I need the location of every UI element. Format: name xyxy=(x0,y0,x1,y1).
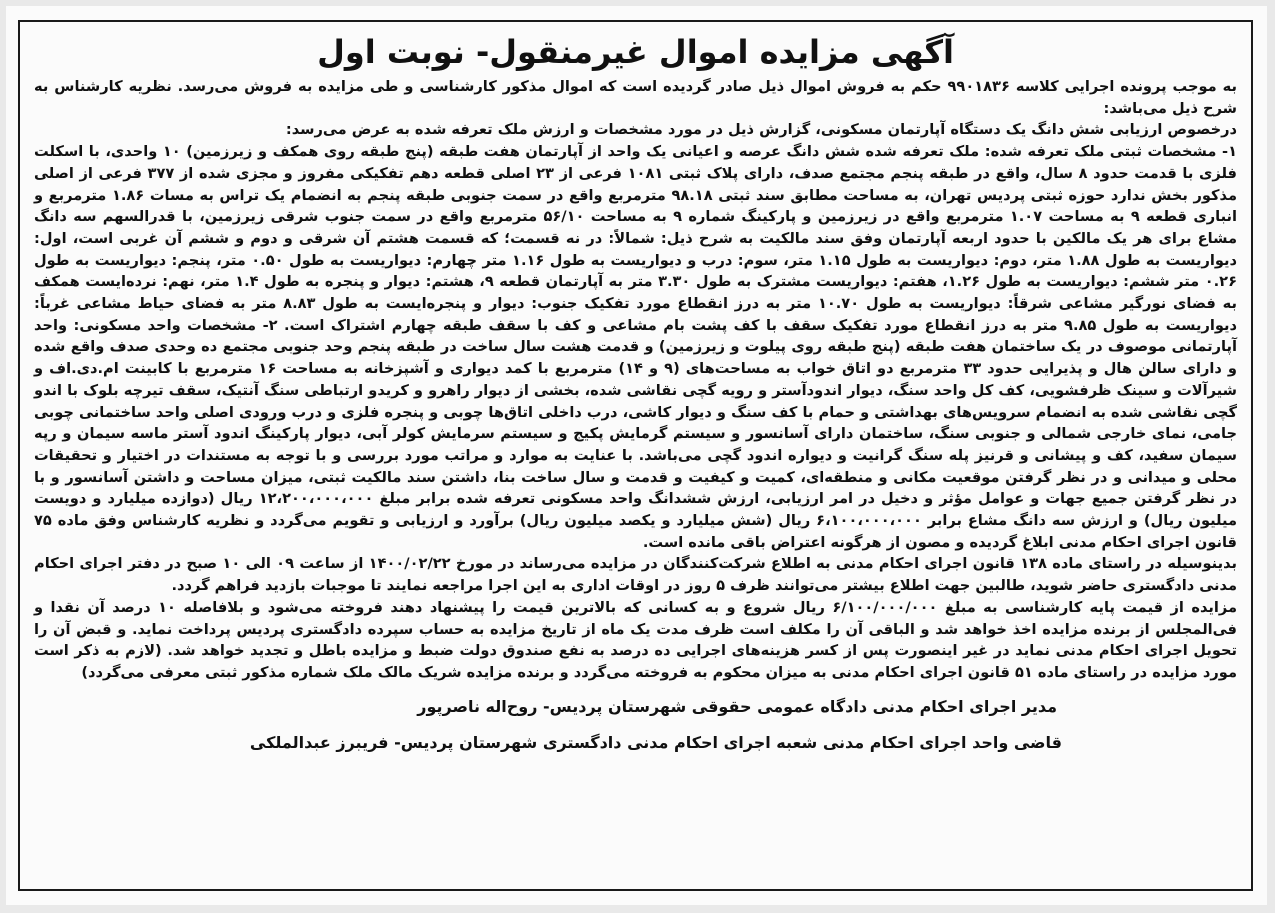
signature-block xyxy=(34,692,1237,758)
notice-paragraph: بدینوسیله در راستای ماده ۱۳۸ قانون اجرای احکام مدنی به اطلاع شرکت‌کنندگان در مزایده می‌رساند در مورخ ۱۴۰۰/۰۲/۲۲ از ساعت ۰۹ الی ۱۰ صبح در دفتر اجرای احکام مدنی دادگستری حاضر شوید، طالبین جهت اطلاع بیشتر می‌توانند ظرف ۵ روز در اوقات اداری به این اجرا مراجعه نمایند تا موجبات بازدید فراهم گردد. xyxy=(34,555,1237,595)
signature-line: قاضی واحد اجرای احکام مدنی شعبه اجرای احکام مدنی دادگستری شهرستان پردیس- فریبرز عبدالملکی xyxy=(249,732,1062,752)
signature-line: مدیر اجرای احکام مدنی دادگاه عمومی حقوقی شهرستان پردیس- روح‌اله ناصرپور xyxy=(417,696,1057,716)
notice-paragraph: به موجب پرونده اجرایی کلاسه ۹۹۰۱۸۳۶ حکم به فروش اموال ذیل صادر گردیده است که اموال مذکور کارشناسی و طی مزایده به فروش می‌رسد. نظریه کارشناس به شرح ذیل می‌باشد: xyxy=(34,78,1238,117)
notice-paragraph: ۱- مشخصات ثبتی ملک تعرفه شده: ملک تعرفه شده شش دانگ عرصه و اعیانی یک واحد از آپارتمان هفت طبقه (پنج طبقه روی همکف و زیرزمین) ۱۰ واحدی، با اسکلت فلزی با قدمت حدود ۸ سال، واقع در طبقه پنجم مجتمع صدف، دارای پلاک ثبتی ۱۰۸۱ فرعی از ۲۳ اصلی قطعه دهم تفکیکی مفروز و مجزی شده از ۳۷۷ فرعی از اصلی مذکور بخش ندارد حوزه ثبتی پردیس تهران، به مساحت مطابق سند ثبتی ۹۸.۱۸ مترمربع واقع در سمت جنوبی طبقه پنجم به انضمام یک تراس به مسات ۱.۸۶ مترمربع و انباری قطعه ۹ به مساحت ۱.۰۷ مترمربع واقع در زیرزمین و پارکینگ شماره ۹ به مساحت ۵۶/۱۰ مترمربع واقع در سمت جنوب شرقی زیرزمین، با قدرالسهم سه دانگ مشاع برای هر یک مالکین با حدود اربعه آپارتمان وفق سند مالکیت به شرح ذیل: شمالاً: در نه قسمت؛ که قسمت هشتم آن شرقی و دوم و ششم آن غربی است، اول: دیواریست به طول ۱.۸۸ متر، دوم: دیواریست به طول ۱.۱۵ متر، سوم: درب و دیواریست به طول ۱.۱۶ متر چهارم: دیواریست به طول ۰.۵۰ متر، پنجم: دیواریست به طول ۰.۲۶ متر ششم: دیواریست به طول ۱.۲۶، هفتم: دیواریست مشترک به طول ۳.۳۰ متر به آپارتمان قطعه ۹، هشتم: دیوار و پنجره به طول ۱.۴ متر، نهم: نرده‌ایست همکف به فضای نورگیر مشاعی شرقاً: دیواریست به طول ۱۰.۷۰ متر به درز انقطاع مورد تفکیک جنوب: دیوار و پنجره‌ایست به طول ۸.۸۳ متر به فضای حیاط مشاعی غرباً: دیواریست به طول ۹.۸۵ متر به درز انقطاع مورد تفکیک سقف با کف پشت بام مشاعی و کف با سقف طبقه چهارم اشتراک است. ۲- مشخصات واحد مسکونی: واحد آپارتمانی موصوف در یک ساختمان هفت طبقه (پنج طبقه روی پیلوت و زیرزمین) و قدمت هشت سال ساخت در طبقه پنجم وحد جنوبی مجتمع ده وحدی صدف واقع شده و دارای سالن هال و پذیرایی حدود ۳۳ مترمربع دو اتاق خواب به مساحت‌های (۹ و ۱۴) مترمربع با کمد دیواری و آشپزخانه به مساحت ۱۶ مترمربع با کابینت ام.دی.اف و شیرآلات و سینک ظرفشویی، کف کل واحد سنگ، دیوار اندودآستر و رویه گچی نقاشی شده، بخشی از دیوار راهرو و کریدو ارتباطی سنگ آنتیک، سقف تیرچه بلوک با اندو گچی نقاشی شده به انضمام سرویس‌های بهداشتی و حمام با کف سنگ و دیوار کاشی، درب داخلی اتاق‌ها چوبی و پنجره فلزی و درب ورودی اصلی واحد ساختمانی چوبی جامی، نمای خارجی شمالی و جنوبی سنگ، ساختمان دارای آسانسور و سیستم گرمایش پکیج و سیستم سرمایش کولر آبی، دیوار پارکینگ اندود آستر ماسه سیمان و رپه سیمان سفید، کف و پیشانی و قرنیز پله سنگ گرانیت و دیواره اندود گچی می‌باشد. با عنایت به موارد و مراتب مورد بررسی و با توجه به مستندات در اختیار و تحقیقات محلی و میدانی و در نظر گرفتن موقعیت مکانی و منطقه‌ای، کمیت و کیفیت و قدمت و سال ساخت بنا، داشتن سند مالکیت ثبتی، میزان مساحت و داشتن آسانسور و با در نظر گرفتن جمیع جهات و عوامل مؤثر و دخیل در امر ارزیابی، ارزش ششدانگ واحد مسکونی تعرفه شده برابر مبلغ ۱۲،۲۰۰،۰۰۰،۰۰۰ ریال (دوازده میلیارد و دویست میلیون ریال) و ارزش سه دانگ مشاع برابر ۶،۱۰۰،۰۰۰،۰۰۰ ریال (شش میلیارد و یکصد میلیون ریال) برآورد و ارزیابی و تقویم می‌گردد و نظریه کارشناس وفق ماده ۷۵ قانون اجرای احکام مدنی ابلاغ گردیده و مصون از هرگونه اعتراض باقی مانده است. xyxy=(34,143,1238,551)
notice-paragraph: درخصوص ارزیابی شش دانگ یک دستگاه آپارتمان مسکونی، گزارش ذیل در مورد مشخصات و ارزش ملک تعرفه شده به عرض می‌رسد: xyxy=(285,121,1237,139)
newspaper-clipping xyxy=(6,6,1267,905)
notice-body xyxy=(34,76,1237,684)
notice-frame xyxy=(18,20,1253,891)
notice-paragraph: مزایده از قیمت پایه کارشناسی به مبلغ ۶/۱۰۰/۰۰۰/۰۰۰ ریال شروع و به کسانی که بالاترین قیمت را پیشنهاد دهند فروخته می‌شود و بلافاصله ۱۰ درصد آن نقدا و فی‌المجلس از برنده مزایده اخذ خواهد شد و الباقی آن را مکلف است ظرف مدت یک ماه از تاریخ مزایده به حساب سپرده دادگستری پردیس پرداخت نماید. و قبض آن را تحویل اجرای احکام مدنی نماید در غیر اینصورت پس از کسر هزینه‌های اجرایی ده درصد به نفع صندوق دولت ضبط و مزایده باطل و تجدید خواهد شد. (لازم به ذکر است مورد مزایده در راستای ماده ۵۱ قانون اجرای احکام مدنی به میزان محکوم به فروخته می‌گردد و برنده مزایده شریک مالک ملک شماره مذکور ثبتی معرفی می‌گردد) xyxy=(34,598,1237,681)
notice-title: آگهی مزایده اموال غیرمنقول- نوبت اول xyxy=(317,33,954,71)
